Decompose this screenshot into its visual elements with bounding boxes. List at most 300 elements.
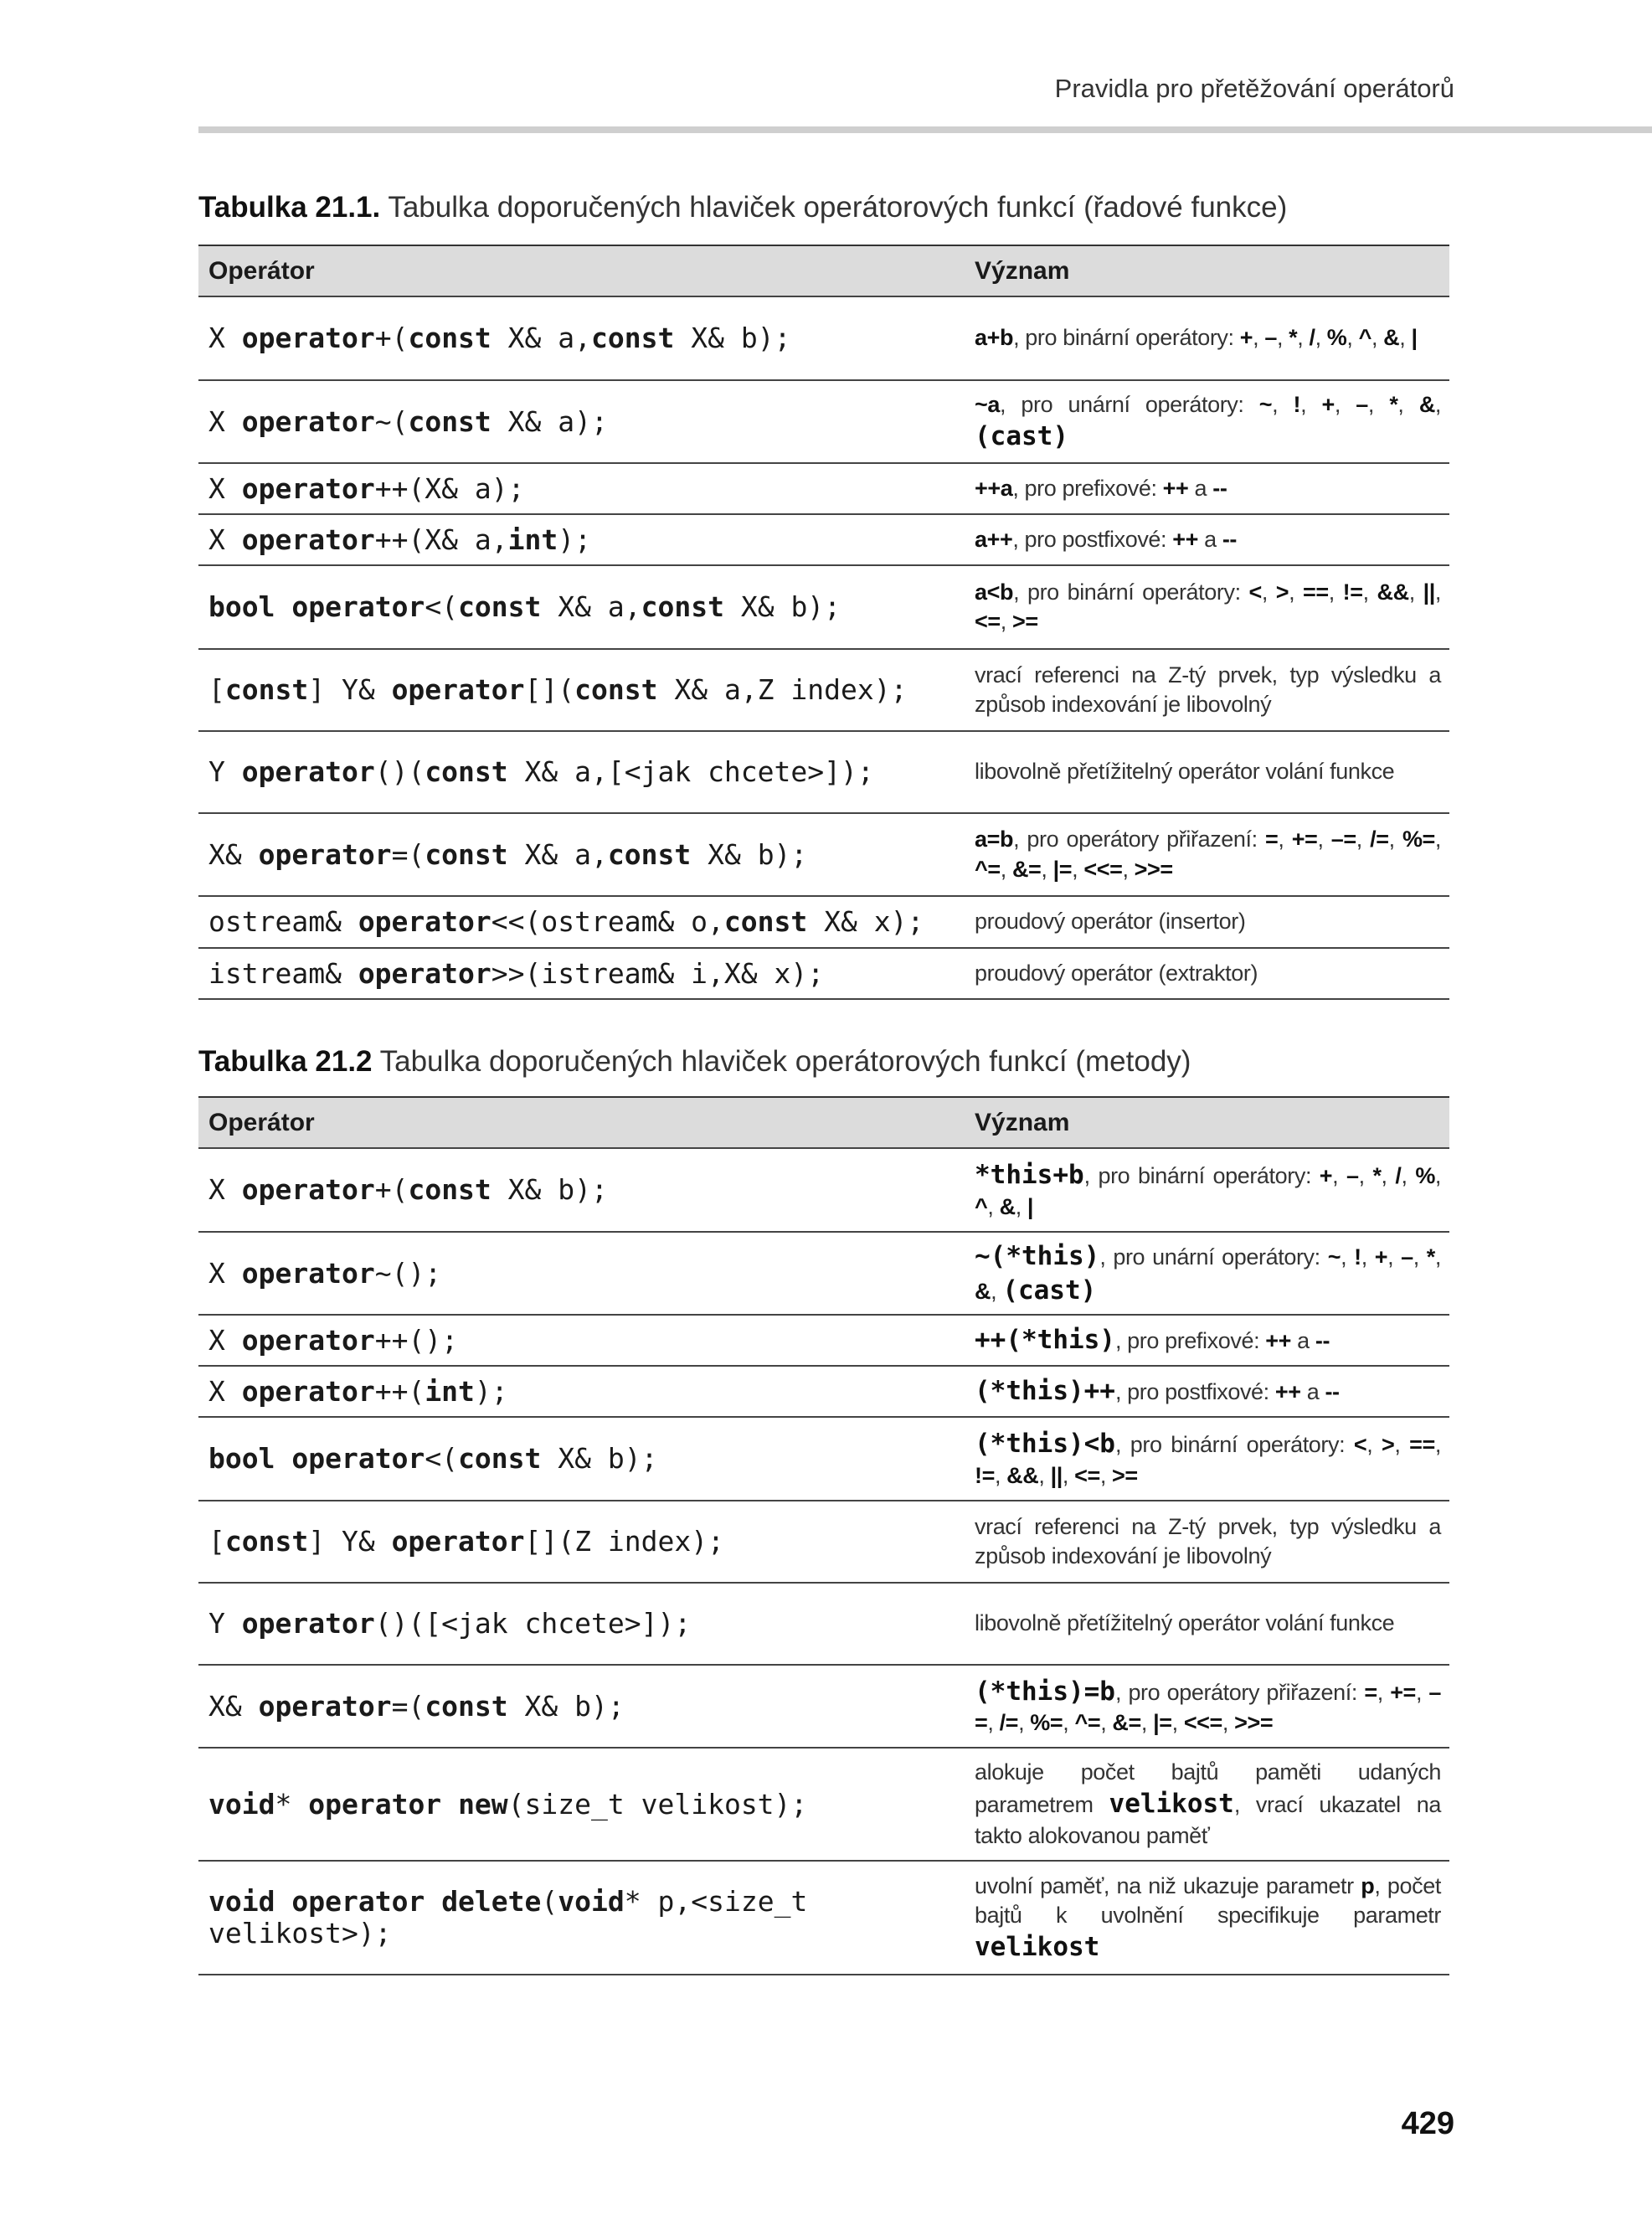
- operator-symbol: –: [1264, 325, 1277, 351]
- operator-signature: [198, 839, 965, 871]
- desc-text: , vrací ukazatel na takto alokovanou paměť: [975, 1792, 1441, 1848]
- operator-signature: [198, 322, 965, 354]
- code-text: X& a);: [491, 404, 608, 438]
- table-row: [198, 897, 1449, 949]
- desc-text: , pro unární operátory:: [999, 391, 1259, 417]
- code-text: <<(ostream& o,: [491, 905, 724, 939]
- operator-signature: [198, 1608, 965, 1640]
- operator-symbol: &&: [1006, 1462, 1039, 1488]
- code-text: ++(X& a,: [374, 523, 508, 556]
- code-text: X: [208, 523, 242, 556]
- operator-symbol: ^=: [1074, 1710, 1101, 1736]
- separator: ,: [1377, 1679, 1391, 1705]
- code-text: ()([<jak chcete>]);: [374, 1607, 692, 1640]
- running-head: Pravidla pro přetěžování operátorů: [1054, 74, 1454, 103]
- code-text: Y: [208, 755, 242, 789]
- separator: ,: [1300, 391, 1322, 417]
- separator: ,: [1063, 1710, 1075, 1736]
- code-keyword: bool: [208, 590, 275, 624]
- code-text: [: [208, 1525, 225, 1558]
- code-text: X: [208, 1173, 242, 1207]
- desc-text: , pro binární operátory:: [1114, 1432, 1354, 1458]
- code-text: X& b);: [723, 590, 841, 624]
- code-text: (size_t velikost);: [507, 1787, 808, 1821]
- separator: ,: [987, 1193, 1000, 1219]
- separator: ,: [1434, 1163, 1442, 1189]
- code-keyword: operator: [241, 1374, 375, 1408]
- code-text: ] Y&: [308, 673, 392, 707]
- code-text: +(: [374, 322, 409, 355]
- example-expression: *this+b: [975, 1160, 1084, 1191]
- example-expression: a+b: [975, 325, 1014, 351]
- operator-symbol: --: [1325, 1379, 1340, 1405]
- operator-symbol: ||: [1423, 579, 1435, 605]
- operator-symbol: >: [1382, 1432, 1395, 1458]
- operator-meaning: [965, 390, 1449, 453]
- operator-symbol: ++: [1265, 1328, 1292, 1354]
- code-keyword: delete: [441, 1885, 542, 1919]
- desc-text: libovolně přetížitelný operátor volání funkce: [975, 1610, 1395, 1636]
- operator-signature: [198, 1789, 965, 1821]
- code-keyword: operator: [241, 1607, 375, 1640]
- code-text: [](: [524, 673, 575, 707]
- operator-symbol: &: [975, 1278, 991, 1304]
- code-text: X& a,: [507, 837, 608, 871]
- caption-label: Tabulka 21.1.: [198, 191, 381, 224]
- desc-text: vrací referenci na Z-tý prvek, typ výsledku a způsob indexování je libovolný: [975, 1513, 1441, 1568]
- operator-symbol: &: [1383, 325, 1400, 351]
- operator-symbol: ^: [975, 1193, 988, 1219]
- example-expression: ++(*this): [975, 1325, 1115, 1356]
- operator-symbol: <: [1353, 1432, 1367, 1458]
- operator-meaning: [965, 1239, 1449, 1307]
- operator-meaning: [965, 1512, 1449, 1571]
- separator: ,: [1222, 1710, 1235, 1736]
- operator-symbol: >>=: [1234, 1710, 1274, 1736]
- operator-symbol: |=: [1052, 856, 1073, 882]
- caption-label: Tabulka 21.2: [198, 1045, 373, 1078]
- code-text: (: [541, 1885, 558, 1919]
- example-expression: (*this)<b: [975, 1429, 1115, 1460]
- operator-symbol: ||: [1050, 1462, 1063, 1488]
- separator: ,: [1317, 827, 1331, 852]
- separator: ,: [1394, 1432, 1410, 1458]
- separator: ,: [991, 1278, 1003, 1304]
- separator: ,: [1401, 1163, 1416, 1189]
- operator-symbol: (cast): [975, 420, 1068, 451]
- operator-symbol: ++: [1274, 1379, 1301, 1405]
- table-row: [198, 297, 1449, 381]
- operator-meaning: [965, 1675, 1449, 1738]
- separator: ,: [1361, 1244, 1375, 1270]
- code-text: X& b);: [507, 1689, 625, 1723]
- separator: ,: [1289, 579, 1303, 605]
- code-text: *: [275, 1787, 309, 1821]
- operator-symbol: ^: [1358, 325, 1372, 351]
- code-keyword: const: [607, 837, 692, 871]
- separator: ,: [1018, 1710, 1031, 1736]
- code-keyword: const: [458, 1442, 542, 1476]
- code-keyword: const: [641, 590, 724, 624]
- code-text: [](Z index);: [524, 1525, 724, 1558]
- desc-text: , pro binární operátory:: [1013, 579, 1249, 605]
- separator: ,: [1346, 325, 1359, 351]
- separator: ,: [1367, 391, 1390, 417]
- example-expression: ++a: [975, 475, 1013, 501]
- desc-text: proudový operátor (insertor): [975, 909, 1246, 935]
- separator: ,: [1297, 325, 1310, 351]
- code-keyword: const: [408, 404, 491, 438]
- code-text: =(: [391, 837, 425, 871]
- code-text: X& a,Z index);: [657, 673, 908, 707]
- table-row: [198, 1233, 1449, 1316]
- code-text: X& x);: [807, 905, 924, 939]
- operator-signature: [198, 406, 965, 438]
- operator-symbol: /=: [1370, 827, 1389, 852]
- operator-symbol: &: [999, 1193, 1016, 1219]
- separator: ,: [1276, 325, 1289, 351]
- separator: ,: [1334, 391, 1356, 417]
- desc-text: libovolně přetížitelný operátor volání funkce: [975, 759, 1395, 785]
- separator: ,: [1062, 1462, 1075, 1488]
- code-keyword: operator: [308, 1787, 442, 1821]
- header-rule: [198, 126, 1652, 133]
- operator-symbol: *: [1372, 1163, 1382, 1189]
- desc-text: , pro binární operátory:: [1083, 1163, 1320, 1189]
- operator-signature: [198, 756, 965, 788]
- separator: ,: [1140, 1710, 1154, 1736]
- table-row: [198, 1666, 1449, 1749]
- operator-signature: [198, 1886, 965, 1949]
- code-text: [275, 590, 291, 623]
- separator: ,: [1434, 579, 1442, 605]
- separator: ,: [1434, 1432, 1442, 1458]
- operator-meaning: [965, 1158, 1449, 1221]
- code-keyword: const: [425, 755, 508, 789]
- operator-symbol: >>=: [1134, 856, 1173, 882]
- code-keyword: operator: [241, 1173, 375, 1207]
- separator: ,: [1328, 579, 1343, 605]
- code-text: ++();: [374, 1323, 459, 1357]
- code-text: [425, 1885, 441, 1918]
- operator-meaning: [965, 757, 1449, 786]
- operator-symbol: –=: [975, 1679, 1442, 1736]
- desc-text: , pro prefixové:: [1114, 1328, 1266, 1354]
- code-keyword: const: [224, 673, 309, 707]
- code-text: istream&: [208, 956, 358, 990]
- operator-meaning: [965, 825, 1449, 883]
- example-expression: a=b: [975, 827, 1014, 852]
- operator-meaning: [965, 1427, 1449, 1490]
- operator-signature: [198, 1443, 965, 1475]
- code-keyword: operator: [241, 404, 375, 438]
- code-text: <(: [425, 590, 459, 624]
- operator-signature: [198, 674, 965, 706]
- table-row: [198, 1584, 1449, 1666]
- code-text: X: [208, 322, 242, 355]
- operator-signature: [198, 958, 965, 990]
- caption-text: Tabulka doporučených hlaviček operátorových funkcí (metody): [372, 1045, 1191, 1078]
- desc-text: , počet bajtů k uvolnění specifikuje parametr: [975, 1872, 1441, 1928]
- desc-text: alokuje počet bajtů paměti udaných parametrem: [975, 1759, 1441, 1818]
- code-text: X& a,: [491, 322, 592, 355]
- separator: ,: [1415, 1679, 1429, 1705]
- separator: ,: [1362, 579, 1377, 605]
- code-keyword: operator: [291, 590, 425, 624]
- example-expression: ~a: [975, 391, 1000, 417]
- code-keyword: operator: [358, 905, 491, 939]
- column-header-meaning: Význam: [975, 256, 1070, 285]
- separator: ,: [1038, 1462, 1051, 1488]
- separator: ,: [1278, 827, 1292, 852]
- operator-symbol: ^=: [975, 856, 1001, 882]
- example-expression: a++: [975, 526, 1013, 552]
- operator-meaning: [965, 525, 1449, 554]
- table-row: [198, 1316, 1449, 1367]
- table-row: [198, 1367, 1449, 1418]
- code-text: X& b);: [674, 322, 791, 355]
- operator-symbol: /: [1309, 325, 1315, 351]
- operator-symbol: +: [1239, 325, 1253, 351]
- operator-symbol: |: [1411, 325, 1418, 351]
- column-header-meaning: Význam: [975, 1108, 1070, 1136]
- operator-symbol: /: [1395, 1163, 1402, 1189]
- operator-signature: [198, 591, 965, 623]
- separator: ,: [1371, 325, 1384, 351]
- operator-meaning: [965, 1374, 1449, 1408]
- operator-symbol: &=: [1112, 1710, 1141, 1736]
- code-keyword: const: [723, 905, 808, 939]
- separator: ,: [1272, 391, 1294, 417]
- example-expression: (*this)++: [975, 1376, 1115, 1407]
- code-keyword: operator: [241, 1256, 375, 1290]
- desc-text: vrací referenci na Z-tý prvek, typ výsledku a způsob indexování je libovolný: [975, 662, 1441, 717]
- operator-symbol: |: [1027, 1193, 1034, 1219]
- code-keyword: new: [458, 1787, 508, 1821]
- table-row: [198, 1418, 1449, 1501]
- code-keyword: const: [425, 837, 508, 871]
- separator: ,: [1000, 856, 1012, 882]
- separator: ,: [994, 1462, 1007, 1488]
- operator-signature: [198, 1691, 965, 1723]
- separator: ,: [987, 1710, 1000, 1736]
- operator-signature: [198, 524, 965, 556]
- emphasis: velikost: [975, 1931, 1100, 1962]
- code-keyword: operator: [358, 956, 491, 990]
- operator-symbol: /=: [999, 1710, 1019, 1736]
- separator: ,: [1408, 579, 1423, 605]
- desc-text: , pro prefixové:: [1012, 475, 1163, 501]
- page-number: 429: [1401, 2106, 1454, 2141]
- code-keyword: void: [558, 1885, 625, 1919]
- code-text: X: [208, 1323, 242, 1357]
- code-text: ()(: [374, 755, 425, 789]
- operator-signature: [198, 1174, 965, 1206]
- operator-symbol: |=: [1153, 1710, 1172, 1736]
- operator-symbol: --: [1315, 1328, 1330, 1354]
- operator-symbol: !: [1293, 391, 1301, 417]
- operator-symbol: &&: [1377, 579, 1409, 605]
- separator: ,: [1315, 325, 1327, 351]
- table-row: [198, 1749, 1449, 1862]
- caption-text: Tabulka doporučených hlaviček operátorových funkcí (řadové funkce): [380, 191, 1288, 224]
- code-keyword: bool: [208, 1442, 275, 1476]
- code-text: ] Y&: [308, 1525, 392, 1558]
- separator: ,: [1332, 1163, 1346, 1189]
- separator: ,: [1358, 1163, 1373, 1189]
- separator: ,: [1388, 827, 1402, 852]
- code-text: >>(istream& i,X& x);: [491, 956, 825, 990]
- code-text: [275, 1885, 291, 1918]
- operator-meaning: [965, 1609, 1449, 1638]
- table-row: [198, 814, 1449, 897]
- code-text: ~(: [374, 404, 409, 438]
- operator-symbol: –=: [1330, 827, 1356, 852]
- operator-symbol: !=: [975, 1462, 995, 1488]
- code-text: X: [208, 471, 242, 505]
- operator-symbol: <: [1248, 579, 1262, 605]
- separator: a: [1291, 1328, 1315, 1354]
- separator: ,: [1413, 1244, 1427, 1270]
- code-text: );: [558, 523, 592, 556]
- separator: a: [1198, 526, 1222, 552]
- code-keyword: const: [591, 322, 675, 355]
- operator-symbol: –: [1356, 391, 1368, 417]
- separator: ,: [1261, 579, 1276, 605]
- operator-signature: [198, 1325, 965, 1357]
- table-header-row: [198, 246, 1449, 297]
- operator-symbol: %=: [1030, 1710, 1063, 1736]
- code-keyword: operator: [291, 1885, 425, 1919]
- table-row: [198, 464, 1449, 515]
- operator-symbol: +: [1319, 1163, 1333, 1189]
- separator: ,: [1434, 827, 1442, 852]
- example-expression: (*this)=b: [975, 1676, 1115, 1707]
- code-text: * p,<size_t velikost>);: [208, 1885, 808, 1949]
- code-keyword: operator: [391, 673, 525, 707]
- table-row: [198, 1862, 1449, 1975]
- code-text: X: [208, 1374, 242, 1408]
- operator-meaning: [965, 661, 1449, 719]
- operator-meaning: [965, 1323, 1449, 1357]
- code-text: X& a,[<jak chcete>]);: [507, 755, 874, 789]
- operator-symbol: %=: [1402, 827, 1435, 852]
- code-text: [275, 1442, 291, 1475]
- operator-symbol: ++: [1162, 475, 1189, 501]
- desc-text: proudový operátor (extraktor): [975, 960, 1258, 986]
- separator: ,: [1434, 1244, 1441, 1270]
- operator-symbol: ~: [1327, 1244, 1341, 1270]
- operator-meaning: [965, 1758, 1449, 1850]
- operator-symbol: +=: [1291, 827, 1318, 852]
- operator-meaning: [965, 578, 1449, 636]
- code-text: X& b);: [541, 1442, 658, 1476]
- code-keyword: void: [208, 1787, 275, 1821]
- code-text: ++(X& a);: [374, 471, 525, 505]
- separator: ,: [1399, 325, 1412, 351]
- separator: ,: [1434, 391, 1442, 417]
- code-keyword: const: [224, 1525, 309, 1558]
- operator-symbol: --: [1222, 526, 1238, 552]
- code-keyword: const: [425, 1689, 508, 1723]
- code-text: X& b);: [691, 837, 808, 871]
- operator-symbol: ==: [1409, 1432, 1435, 1458]
- operator-symbol: >=: [1011, 609, 1038, 634]
- example-expression: ~(*this): [975, 1241, 1100, 1272]
- operator-symbol: !=: [1342, 579, 1363, 605]
- table-row: [198, 949, 1449, 1000]
- separator: ,: [1381, 1163, 1396, 1189]
- operator-symbol: –: [1401, 1244, 1413, 1270]
- operator-symbol: =: [1364, 1679, 1377, 1705]
- operator-symbol: +: [1321, 391, 1335, 417]
- code-text: ~();: [374, 1256, 442, 1290]
- column-header-operator: Operátor: [208, 256, 315, 285]
- operator-symbol: =: [1264, 827, 1279, 852]
- separator: ,: [1000, 609, 1012, 634]
- emphasis: p: [1361, 1872, 1375, 1898]
- operator-symbol: <=: [975, 609, 1001, 634]
- code-text: ++(: [374, 1374, 425, 1408]
- operator-symbol: >=: [1112, 1462, 1138, 1488]
- code-keyword: operator: [241, 523, 375, 556]
- operator-table-functions: [198, 245, 1449, 1000]
- code-keyword: int: [425, 1374, 475, 1408]
- operator-symbol: *: [1389, 391, 1398, 417]
- operator-symbol: &=: [1011, 856, 1042, 882]
- code-text: ostream&: [208, 905, 358, 939]
- operator-symbol: <=: [1074, 1462, 1100, 1488]
- operator-symbol: <<=: [1083, 856, 1123, 882]
- operator-symbol: %: [1326, 325, 1347, 351]
- table-row: [198, 381, 1449, 464]
- code-keyword: const: [574, 673, 658, 707]
- operator-symbol: +: [1374, 1244, 1388, 1270]
- code-keyword: operator: [241, 471, 375, 505]
- operator-signature: [198, 473, 965, 505]
- separator: ,: [1356, 827, 1371, 852]
- code-keyword: operator: [391, 1525, 525, 1558]
- code-text: [: [208, 673, 225, 707]
- separator: ,: [1015, 1193, 1027, 1219]
- code-text: +(: [374, 1173, 409, 1207]
- desc-text: , pro operátory přiřazení:: [1013, 827, 1265, 852]
- code-keyword: const: [408, 1173, 491, 1207]
- code-keyword: operator: [258, 1689, 392, 1723]
- operator-symbol: &: [1418, 391, 1435, 417]
- separator: ,: [1072, 856, 1084, 882]
- operator-symbol: %: [1415, 1163, 1435, 1189]
- operator-signature: [198, 1526, 965, 1558]
- table-header-row: [198, 1098, 1449, 1149]
- operator-symbol: ~: [1258, 391, 1273, 417]
- operator-symbol: *: [1426, 1244, 1435, 1270]
- separator: ,: [1387, 1244, 1402, 1270]
- code-text: X: [208, 1256, 242, 1290]
- table-1-caption: [198, 191, 1287, 224]
- separator: a: [1300, 1379, 1325, 1405]
- operator-symbol: (cast): [1002, 1275, 1097, 1306]
- code-text: X: [208, 404, 242, 438]
- separator: ,: [1397, 391, 1419, 417]
- column-header-operator: Operátor: [208, 1108, 315, 1136]
- operator-symbol: –: [1346, 1163, 1359, 1189]
- code-keyword: operator: [241, 1323, 375, 1357]
- operator-symbol: *: [1289, 325, 1298, 351]
- separator: ,: [1253, 325, 1265, 351]
- operator-meaning: [965, 959, 1449, 988]
- operator-symbol: ++: [1172, 526, 1199, 552]
